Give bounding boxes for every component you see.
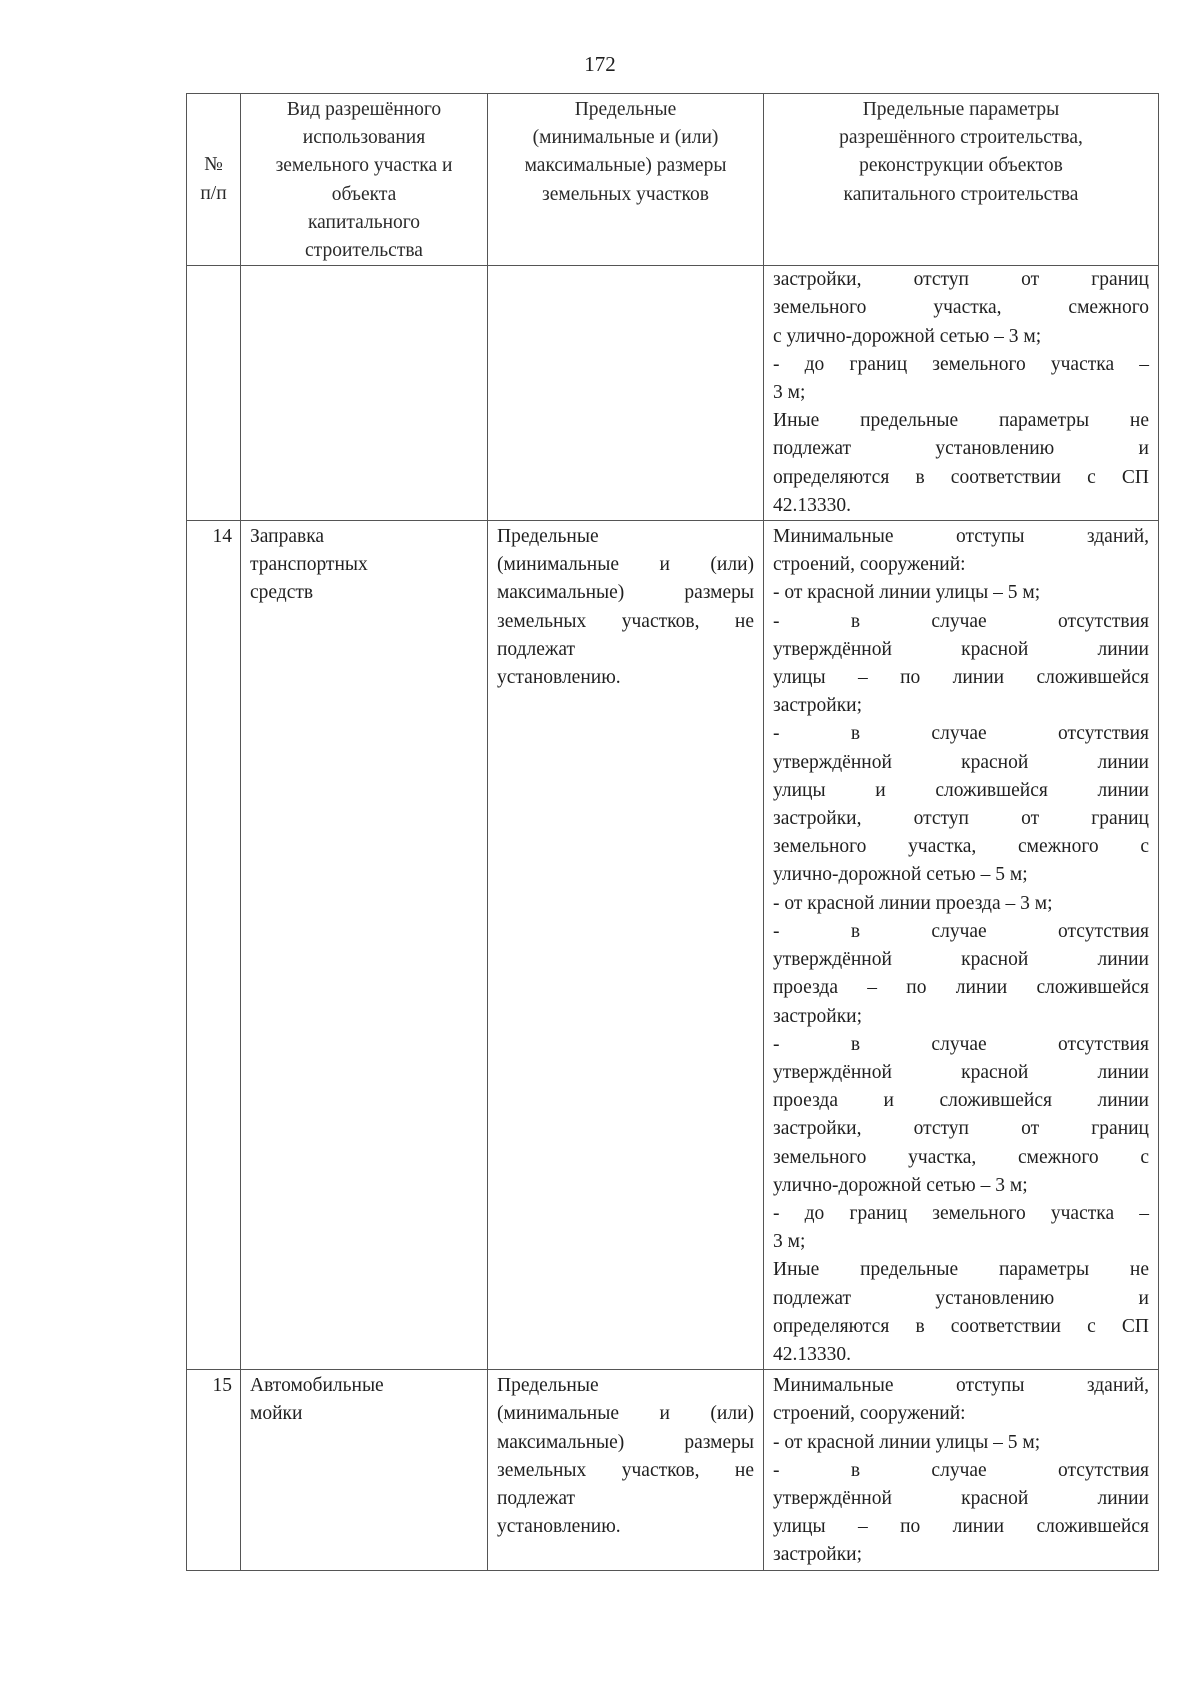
- text-line: Заправка: [250, 526, 325, 548]
- cell-number: [187, 266, 241, 521]
- text-line: Предельные: [497, 1375, 599, 1397]
- text-line: Вид разрешённого: [286, 99, 442, 120]
- text-line: строительства: [305, 240, 423, 262]
- text-line: определяются в соответствии с СП: [773, 1315, 1149, 1337]
- text-line: Иные предельные параметры не: [773, 410, 1149, 432]
- text-line: земельных участков: [542, 183, 709, 205]
- text-line: с улично-дорожной сетью – 3 м;: [773, 325, 1042, 347]
- text-line: максимальные) размеры: [497, 1431, 754, 1453]
- cell-number: 14: [187, 521, 241, 1370]
- text-line: строений, сооружений:: [773, 554, 966, 576]
- text-line: капитального строительства: [843, 183, 1079, 205]
- text-line: Минимальные отступы зданий,: [773, 526, 1149, 548]
- text-line: - от красной линии улицы – 5 м;: [773, 582, 1041, 604]
- text-line: №: [204, 154, 223, 176]
- land-use-parameters-table: [186, 93, 1159, 1571]
- text-line: подлежат: [497, 1487, 576, 1509]
- text-line: - в случае отсутствия: [773, 1033, 1149, 1055]
- text-line: использования: [302, 127, 426, 149]
- text-line: застройки, отступ от границ: [773, 1118, 1149, 1140]
- text-line: застройки;: [773, 1005, 863, 1027]
- text-line: застройки;: [773, 695, 863, 717]
- text-line: Предельные параметры: [862, 99, 1060, 120]
- text-line: улично-дорожной сетью – 3 м;: [773, 1174, 1028, 1196]
- header-use-type: [241, 94, 488, 266]
- text-line: 3 м;: [773, 382, 806, 404]
- cell-plot-sizes: [488, 521, 764, 1370]
- text-line: земельного участка, смежного с: [773, 1146, 1149, 1168]
- cell-use-type: [241, 521, 488, 1370]
- table-row: [187, 1370, 1159, 1570]
- text-line: земельного участка и: [275, 155, 453, 177]
- text-line: Предельные: [574, 99, 677, 120]
- cell-use-type: [241, 266, 488, 521]
- text-line: утверждённой красной линии: [773, 751, 1149, 773]
- text-line: 3 м;: [773, 1231, 806, 1253]
- text-line: земельных участков, не: [497, 1459, 754, 1481]
- text-line: земельных участков, не: [497, 610, 754, 632]
- table-header-row: [187, 94, 1159, 266]
- text-line: определяются в соответствии с СП: [773, 466, 1149, 488]
- header-parameters: [764, 94, 1159, 266]
- text-line: Автомобильные: [250, 1375, 384, 1397]
- text-line: утверждённой красной линии: [773, 1487, 1149, 1509]
- page-number: 172: [584, 52, 616, 76]
- text-line: улицы и сложившейся линии: [773, 779, 1149, 801]
- text-line: застройки, отступ от границ: [773, 808, 1149, 830]
- cell-number: 15: [187, 1370, 241, 1570]
- text-line: застройки;: [773, 1544, 863, 1566]
- text-line: улично-дорожной сетью – 5 м;: [773, 864, 1028, 886]
- text-line: - до границ земельного участка –: [773, 1202, 1149, 1224]
- text-line: утверждённой красной линии: [773, 638, 1149, 660]
- text-line: - в случае отсутствия: [773, 920, 1149, 942]
- text-line: подлежат: [497, 638, 576, 660]
- text-line: проезда – по линии сложившейся: [773, 977, 1149, 999]
- table-row-continuation: [187, 266, 1159, 521]
- cell-use-type: [241, 1370, 488, 1570]
- table-row: [187, 521, 1159, 1370]
- text-line: максимальные) размеры: [497, 582, 754, 604]
- text-line: - до границ земельного участка –: [773, 353, 1149, 375]
- text-line: установлению.: [497, 667, 621, 689]
- text-line: средств: [250, 582, 314, 604]
- text-line: мойки: [250, 1403, 303, 1425]
- cell-plot-sizes: [488, 1370, 764, 1570]
- text-line: улицы – по линии сложившейся: [773, 1516, 1149, 1538]
- text-line: (минимальные и (или): [497, 1403, 754, 1425]
- text-line: подлежат установлению и: [773, 438, 1149, 460]
- text-line: утверждённой красной линии: [773, 1061, 1149, 1083]
- text-line: объекта: [331, 183, 397, 205]
- text-line: утверждённой красной линии: [773, 949, 1149, 971]
- text-line: 42.13330.: [773, 494, 851, 516]
- text-line: застройки, отступ от границ: [773, 269, 1149, 291]
- text-line: Иные предельные параметры не: [773, 1259, 1149, 1281]
- text-line: Минимальные отступы зданий,: [773, 1375, 1149, 1397]
- text-line: - от красной линии улицы – 5 м;: [773, 1431, 1041, 1453]
- text-line: - в случае отсутствия: [773, 610, 1149, 632]
- cell-parameters: [764, 266, 1159, 521]
- text-line: - в случае отсутствия: [773, 1459, 1149, 1481]
- header-number: [187, 94, 241, 266]
- text-line: земельного участка, смежного с: [773, 836, 1149, 858]
- cell-plot-sizes: [488, 266, 764, 521]
- header-plot-sizes: [488, 94, 764, 266]
- text-line: максимальные) размеры: [524, 155, 727, 177]
- text-line: - в случае отсутствия: [773, 723, 1149, 745]
- text-line: - от красной линии проезда – 3 м;: [773, 892, 1053, 914]
- text-line: (минимальные и (или): [532, 127, 719, 149]
- text-line: проезда и сложившейся линии: [773, 1090, 1149, 1112]
- text-line: п/п: [200, 182, 227, 204]
- text-line: улицы – по линии сложившейся: [773, 667, 1149, 689]
- text-line: разрешённого строительства,: [839, 127, 1083, 149]
- text-line: Предельные: [497, 526, 599, 548]
- text-line: транспортных: [250, 554, 368, 576]
- text-line: 42.13330.: [773, 1343, 851, 1365]
- text-line: реконструкции объектов: [859, 155, 1063, 177]
- text-line: капитального: [307, 211, 421, 233]
- text-line: (минимальные и (или): [497, 554, 754, 576]
- text-line: установлению.: [497, 1516, 621, 1538]
- cell-parameters: [764, 1370, 1159, 1570]
- cell-parameters: [764, 521, 1159, 1370]
- text-line: подлежат установлению и: [773, 1287, 1149, 1309]
- text-line: земельного участка, смежного: [773, 297, 1149, 319]
- text-line: строений, сооружений:: [773, 1403, 966, 1425]
